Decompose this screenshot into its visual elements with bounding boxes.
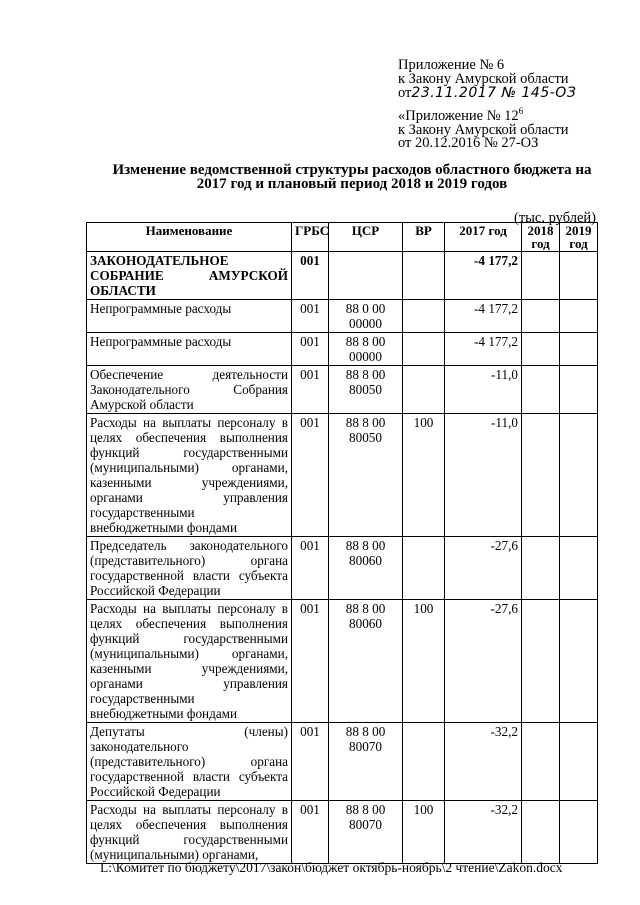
appendix-original-law: к Закону Амурской области [398, 121, 569, 138]
cell-y2018 [522, 252, 560, 300]
cell-y2018 [522, 414, 560, 537]
cell-y2017: -27,6 [445, 600, 522, 723]
cell-y2019 [560, 414, 598, 537]
cell-name: Депутаты (члены) законодательного (представительного) органа государственной власти субъекта Российской Федерации [87, 723, 292, 801]
cell-y2018 [522, 600, 560, 723]
cell-y2018 [522, 801, 560, 864]
document-title [96, 163, 608, 191]
cell-y2018 [522, 723, 560, 801]
header-name: Наименование [87, 223, 292, 252]
table-row [87, 333, 598, 366]
cell-y2019 [560, 801, 598, 864]
appendix-original-date: от 20.12.2016 № 27-ОЗ [398, 135, 539, 151]
cell-vr [403, 723, 445, 801]
cell-name: ЗАКОНОДАТЕЛЬНОЕ СОБРАНИЕ АМУРСКОЙ ОБЛАСТИ [87, 252, 292, 300]
cell-name: Расходы на выплаты персоналу в целях обеспечения выполнения функций государственными (муниципальными) органами, казенными учреждениями, органами управления государственными внебюджетными фондами [87, 414, 292, 537]
cell-name: Обеспечение деятельности Законодательного Собрания Амурской области [87, 366, 292, 414]
units-label: (тыс. рублей) [514, 210, 596, 226]
document-title-line1: Изменение ведомственной структуры расходов областного бюджета на [112, 162, 592, 178]
table-row [87, 300, 598, 333]
cell-name: Председатель законодательного (представительного) органа государственной власти субъекта Российской Федерации [87, 537, 292, 600]
cell-csr: 88 8 00 00000 [329, 333, 403, 366]
cell-y2017: -4 177,2 [445, 333, 522, 366]
cell-csr [329, 252, 403, 300]
cell-grbs: 001 [292, 300, 329, 333]
header-2017: 2017 год [445, 223, 522, 252]
appendix-original-number-sup: 6 [518, 106, 524, 117]
cell-grbs: 001 [292, 723, 329, 801]
cell-vr: 100 [403, 801, 445, 864]
cell-y2018 [522, 333, 560, 366]
cell-grbs: 001 [292, 366, 329, 414]
cell-y2017: -27,6 [445, 537, 522, 600]
cell-grbs: 001 [292, 600, 329, 723]
budget-table [86, 222, 598, 864]
cell-csr: 88 8 00 80070 [329, 723, 403, 801]
cell-y2019 [560, 333, 598, 366]
cell-csr: 88 8 00 80060 [329, 537, 403, 600]
cell-csr: 88 8 00 80070 [329, 801, 403, 864]
table-row [87, 600, 598, 723]
cell-csr: 88 8 00 80050 [329, 366, 403, 414]
cell-vr [403, 252, 445, 300]
cell-y2019 [560, 366, 598, 414]
table-header-row [87, 223, 598, 252]
cell-y2017: -32,2 [445, 801, 522, 864]
cell-y2019 [560, 537, 598, 600]
appendix-number: Приложение № 6 [398, 57, 505, 73]
table-row [87, 414, 598, 537]
document-title-line2: 2017 год и плановый период 2018 и 2019 годов [196, 176, 508, 192]
cell-vr: 100 [403, 414, 445, 537]
header-vr: ВР [403, 223, 445, 252]
cell-y2019 [560, 252, 598, 300]
cell-y2017: -32,2 [445, 723, 522, 801]
cell-y2018 [522, 366, 560, 414]
cell-grbs: 001 [292, 252, 329, 300]
cell-y2017: -11,0 [445, 366, 522, 414]
table-row [87, 723, 598, 801]
header-grbs: ГРБС [292, 223, 329, 252]
cell-name: Непрограммные расходы [87, 300, 292, 333]
table-body [87, 252, 598, 864]
cell-grbs: 001 [292, 537, 329, 600]
cell-vr [403, 333, 445, 366]
cell-vr: 100 [403, 600, 445, 723]
cell-y2019 [560, 723, 598, 801]
cell-name: Непрограммные расходы [87, 333, 292, 366]
table-row [87, 801, 598, 864]
cell-csr: 88 0 00 00000 [329, 300, 403, 333]
appendix-header [398, 58, 576, 100]
cell-y2018 [522, 537, 560, 600]
cell-vr [403, 366, 445, 414]
cell-grbs: 001 [292, 801, 329, 864]
cell-csr: 88 8 00 80050 [329, 414, 403, 537]
header-csr: ЦСР [329, 223, 403, 252]
cell-grbs: 001 [292, 333, 329, 366]
cell-grbs: 001 [292, 414, 329, 537]
cell-csr: 88 8 00 80060 [329, 600, 403, 723]
cell-name: Расходы на выплаты персоналу в целях обеспечения выполнения функций государственными (муниципальными) органами, [87, 801, 292, 864]
appendix-law: к Закону Амурской области [398, 71, 569, 87]
appendix-original-header [398, 106, 569, 151]
cell-y2017: -4 177,2 [445, 252, 522, 300]
header-2018: 2018 год [522, 223, 560, 252]
cell-y2018 [522, 300, 560, 333]
header-2019: 2019 год [560, 223, 598, 252]
cell-y2017: -4 177,2 [445, 300, 522, 333]
handwritten-date: 23.11.2017 № 145-ОЗ [411, 85, 577, 101]
cell-name: Расходы на выплаты персоналу в целях обеспечения выполнения функций государственными (муниципальными) органами, казенными учреждениями, органами управления государственными внебюджетными фондами [87, 600, 292, 723]
table-row [87, 537, 598, 600]
file-path-footer: L:\Комитет по бюджету\2017\закон\бюджет октябрь-ноябрь\2 чтение\Zakon.docx [100, 860, 563, 875]
cell-y2019 [560, 600, 598, 723]
cell-vr [403, 537, 445, 600]
appendix-date [398, 86, 576, 100]
cell-vr [403, 300, 445, 333]
cell-y2017: -11,0 [445, 414, 522, 537]
appendix-original-number-text: «Приложение № 12 [398, 108, 519, 124]
cell-y2019 [560, 300, 598, 333]
appendix-date-prefix: от [398, 85, 412, 101]
table-row [87, 252, 598, 300]
table-row [87, 366, 598, 414]
